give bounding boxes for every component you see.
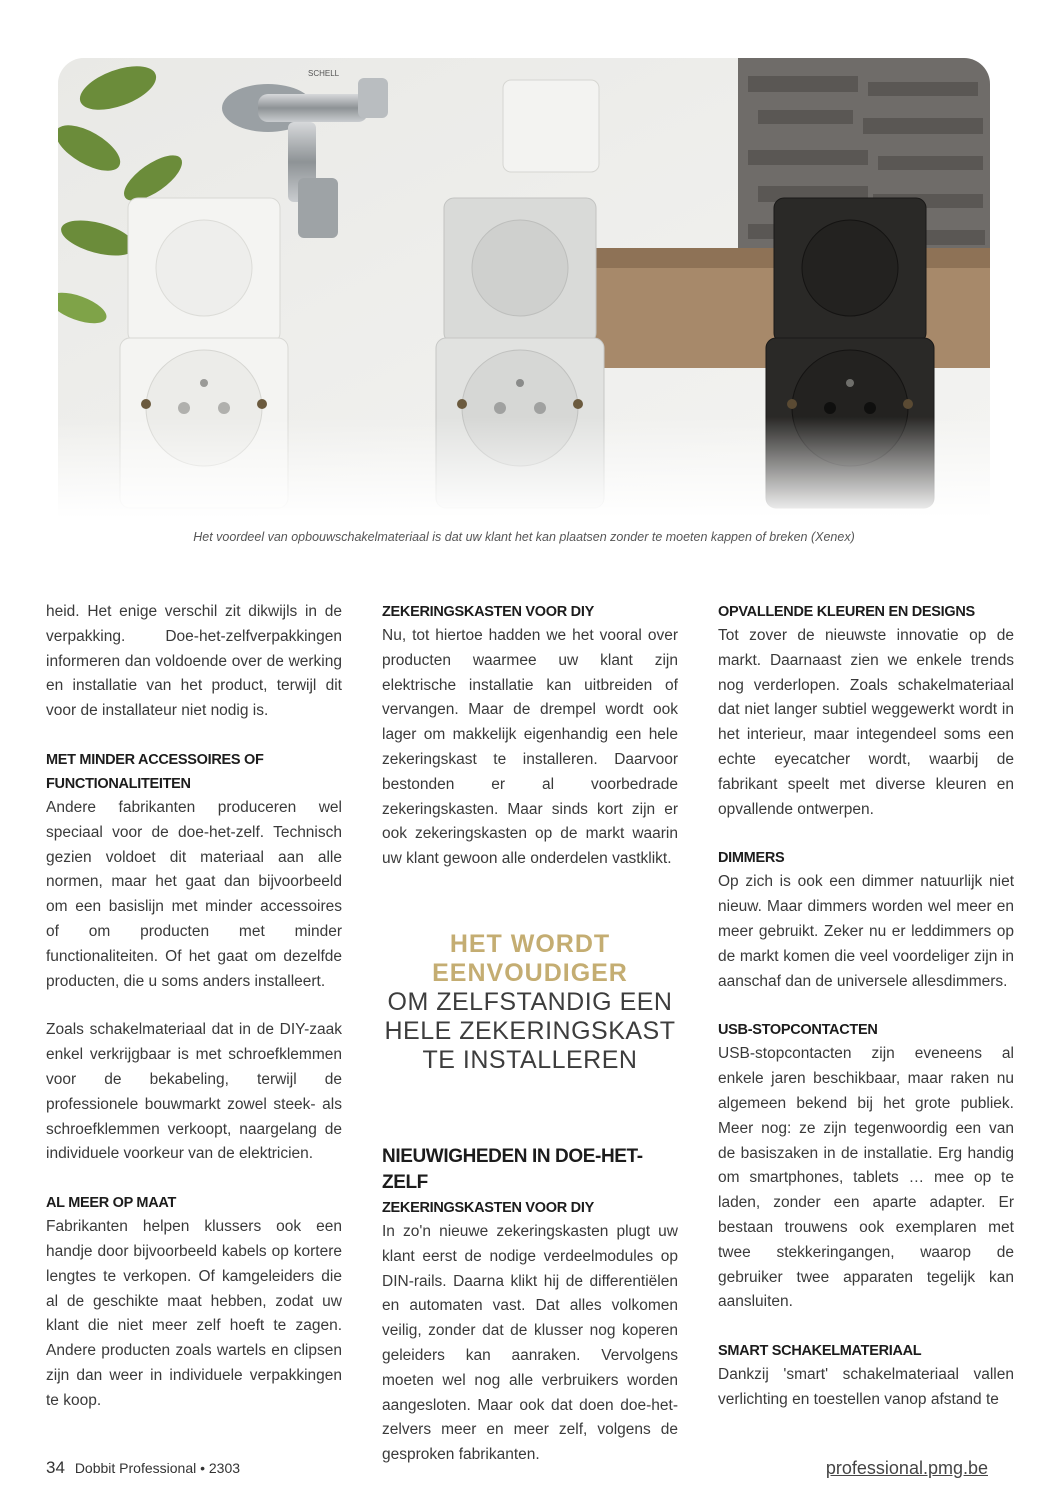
page-number: 34 [46, 1458, 65, 1477]
website-link[interactable]: professional.pmg.be [825, 1458, 988, 1478]
product-photo [58, 58, 990, 518]
publication-name: Dobbit Professional • 2303 [74, 1460, 241, 1476]
photo-caption: Het voordeel van opbouwschakelmateriaal is dat uw klant het kan plaatsen zonder te moeten kappen of breken (Xenex) [193, 530, 855, 544]
col1-paragraph-4: Fabrikanten helpen klussers ook een handje door bijvoorbeeld kabels op kortere lengtes te verkopen. Of kamgeleiders die al de geschikte maat hebben, zodat uw klant die niet meer zelf hoeft te zagen. Andere producten zoals wartels en clipsen zijn dan weer in individuele verpakkingen te koop. [46, 1218, 342, 1409]
col1-paragraph-2: Andere fabrikanten produceren wel speciaal voor de doe-het-zelf. Technisch gezien voldoet dit materiaal aan alle normen, maar het gaat dan bijvoorbeeld om een basislijn met minder accessoires of om producten met minder functionaliteiten. Of het gaat om dezelfde producten, die u soms anders installeert. [46, 798, 342, 990]
col1-heading-2: AL MEER OP MAAT [46, 1195, 177, 1212]
col3-paragraph-4: Dankzij 'smart' schakelmateriaal vallen verlichting en toestellen vanop afstand te [718, 1366, 1014, 1408]
col3-paragraph-3: USB-stopcontacten zijn eveneens al enkele jaren beschikbaar, maar raken nu algemeen bekend bij het grote publiek. Meer nog: ze zijn tegenwoordig een van de basiszaken in de installatie. Erg handig om smartphones, tablets … mee op te laden, zonder een aparte adapter. Er bestaan trouwens ook exemplaren met twee stekkeringangen, waarop de gebruiker twee apparaten tegelijk kan aansluiten. [718, 1045, 1014, 1311]
col2-paragraph-2: In zo'n nieuwe zekeringskasten plugt uw klant eerst de nodige verdeelmodules op DIN-rails. Daarna klikt hij de differentiëlen en automaten vast. Dat alles volkomen veilig, zonder dat de klusser nog koperen geleiders kan aanraken. Vervolgens moeten wel nog alle verbruikers worden aangesloten. Maar ook dat doen doe-het-zelvers meer en meer zelf, volgens de gesproken fabrikanten. [382, 1223, 678, 1464]
column-3 [718, 600, 1014, 1413]
col1-heading-1: MET MINDER ACCESSOIRES OF FUNCTIONALITEITEN [46, 751, 264, 792]
socket-illustration [58, 58, 990, 518]
col1-paragraph-1: heid. Het enige verschil zit dikwijls in de verpakking. Doe-het-zelfverpakkingen informeren dan voldoende over de werking en installatie van het product, terwijl dit voor de installateur niet nodig is. [46, 603, 342, 720]
col3-heading-3: USB-STOPCONTACTEN [718, 1022, 878, 1039]
col2-paragraph-1: Nu, tot hiertoe hadden we het vooral over producten waarmee uw klant zijn elektrische installatie kan uitbreiden of vervangen. Maar de drempel wordt ook lager om makkelijk eigenhandig een hele zekeringskast te installeren. Daarvoor bestonden er al voorbedrade zekeringskasten. Maar sinds kort zijn er ook zekeringskasten op de markt waarin uw klant gewoon alle onderdelen vastklikt. [382, 627, 678, 868]
col1-paragraph-3: Zoals schakelmateriaal dat in de DIY-zaak enkel verkrijgbaar is met schroefklemmen voor de bekabeling, terwijl de professionele bouwmarkt zowel steek- als schroefklemmen verkoopt, naargelang de individuele voorkeur van de elektricien. [46, 1021, 342, 1163]
col3-heading-2: DIMMERS [718, 850, 785, 867]
col2-heading-3: ZEKERINGSKASTEN VOOR DIY [382, 1200, 594, 1216]
col3-paragraph-1: Tot zover de nieuwste innovatie op de markt. Daarnaast zien we enkele trends nog verderlopen. Zoals schakelmateriaal dat niet langer subtiel weggewerkt wordt in het interieur, maar integendeel soms een echte eyecatcher wordt, waarbij de fabrikant speelt met diverse kleuren en opvallende ontwerpen. [718, 627, 1014, 818]
pull-quote-text: OM ZELFSTANDIG EEN HELE ZEKERINGSKAST TE INSTALLEREN [384, 988, 676, 1074]
col3-heading-1: OPVALLENDE KLEUREN EN DESIGNS [718, 604, 975, 620]
column-2-lower [382, 1144, 678, 1468]
pull-quote-highlight: HET WORDT EENVOUDIGER [432, 930, 628, 987]
col2-heading-2: NIEUWIGHEDEN IN DOE-HET-ZELF [382, 1146, 643, 1193]
pull-quote [382, 930, 678, 1075]
page-footer [46, 1458, 240, 1478]
col2-heading-1: ZEKERINGSKASTEN VOOR DIY [382, 604, 594, 620]
column-1 [46, 600, 342, 1414]
col3-paragraph-2: Op zich is ook een dimmer natuurlijk niet nieuw. Maar dimmers worden wel meer en meer gebruikt. Zeker nu er leddimmers op de markt komen die veel voordeliger zijn in aanschaf dan de universele allesdimmers. [718, 873, 1014, 990]
col3-heading-4: SMART SCHAKELMATERIAAL [718, 1343, 922, 1360]
column-2 [382, 600, 678, 872]
